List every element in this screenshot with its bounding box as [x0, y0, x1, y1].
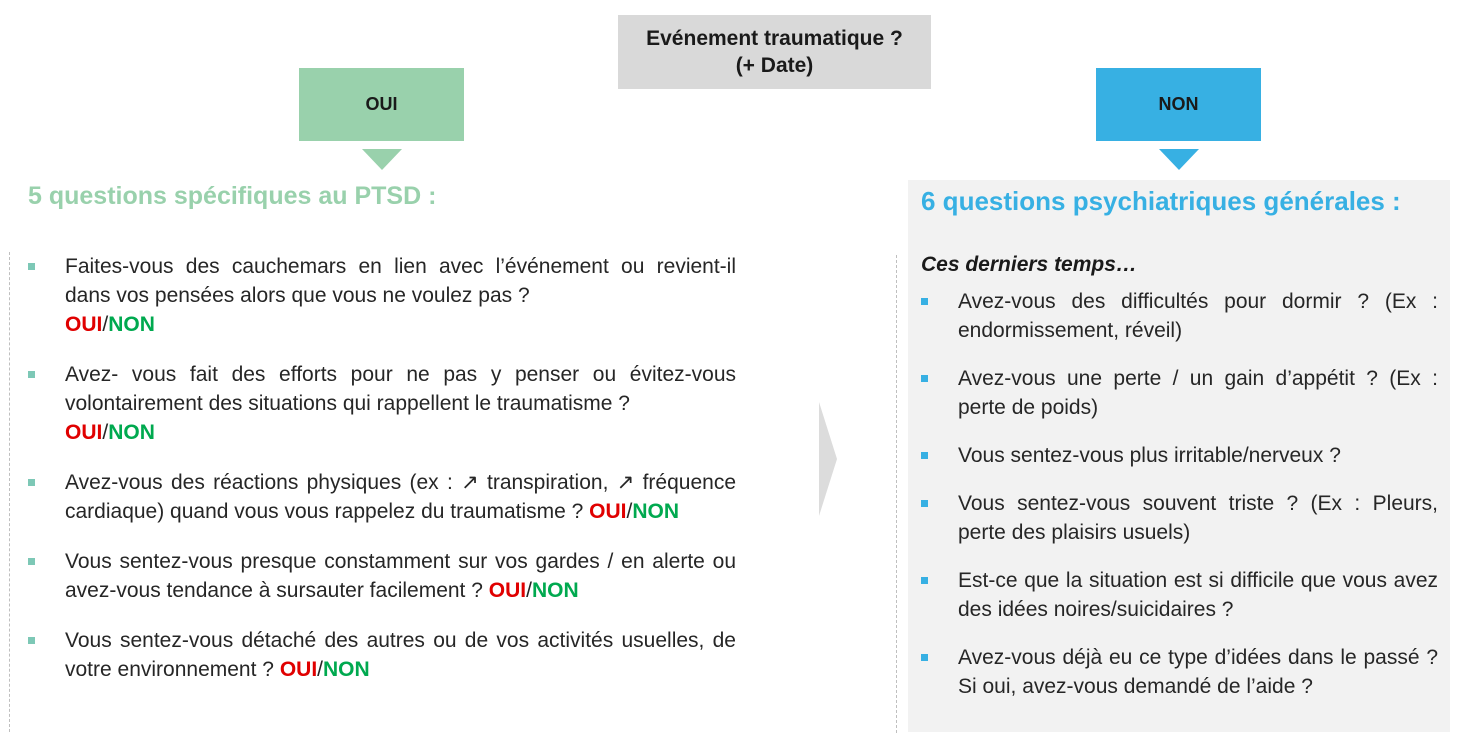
square-bullet-icon	[28, 558, 35, 565]
square-bullet-icon	[921, 298, 928, 305]
general-question-text: Avez-vous des difficultés pour dormir ? (Ex : endormissement, réveil)	[958, 290, 1438, 342]
decision-node-traumatic-event	[618, 15, 931, 89]
square-bullet-icon	[28, 479, 35, 486]
general-question-text: Vous sentez-vous souvent triste ? (Ex : Pleurs, perte des plaisirs usuels)	[958, 492, 1438, 544]
answer-separator: /	[317, 658, 323, 681]
general-question-list	[921, 287, 1438, 720]
answer-yes: OUI	[279, 658, 318, 681]
branch-no-arrow-icon	[1159, 149, 1199, 170]
answer-yes: OUI	[65, 313, 103, 336]
answer-no: NON	[108, 421, 155, 444]
ptsd-question-text: Vous sentez-vous détaché des autres ou de vos activités usuelles, de votre environnement ?	[65, 629, 736, 681]
square-bullet-icon	[921, 577, 928, 584]
ptsd-question-item	[28, 468, 736, 526]
decision-node-line1: Evénement traumatique ?	[646, 27, 903, 50]
square-bullet-icon	[28, 637, 35, 644]
answer-no: NON	[531, 579, 579, 602]
general-question-text: Avez-vous une perte / un gain d’appétit ? (Ex : perte de poids)	[958, 367, 1438, 419]
answer-separator: /	[102, 313, 109, 336]
ptsd-question-text: Faites-vous des cauchemars en lien avec l’événement ou revient-il dans vos pensées alors que vous ne voulez pas ?	[65, 255, 736, 307]
general-question-text: Avez-vous déjà eu ce type d’idées dans le passé ? Si oui, avez-vous demandé de l’aide ?	[958, 646, 1438, 698]
general-section-intro: Ces derniers temps…	[921, 253, 1137, 276]
general-question-item	[921, 489, 1438, 547]
square-bullet-icon	[921, 452, 928, 459]
square-bullet-icon	[28, 371, 35, 378]
square-bullet-icon	[921, 654, 928, 661]
ptsd-question-text: Avez- vous fait des efforts pour ne pas y penser ou évitez-vous volontairement des situations qui rappellent le traumatisme ?	[65, 363, 736, 415]
general-question-item	[921, 364, 1438, 422]
answer-no: NON	[632, 500, 680, 523]
general-question-item	[921, 643, 1438, 701]
answer-no: NON	[323, 658, 370, 681]
general-question-item	[921, 566, 1438, 624]
square-bullet-icon	[28, 263, 35, 270]
left-dashed-divider	[9, 252, 10, 732]
chevron-right-icon	[819, 402, 837, 516]
general-question-text: Vous sentez-vous plus irritable/nerveux ?	[958, 444, 1341, 467]
square-bullet-icon	[921, 500, 928, 507]
branch-yes-label: OUI	[365, 94, 398, 114]
ptsd-question-item	[28, 252, 736, 339]
square-bullet-icon	[921, 375, 928, 382]
answer-no: NON	[108, 313, 155, 336]
branch-no-box	[1096, 68, 1261, 141]
answer-yes: OUI	[589, 500, 627, 523]
decision-node-line2: (+ Date)	[735, 54, 814, 77]
ptsd-question-item	[28, 626, 736, 684]
ptsd-question-text: Avez-vous des réactions physiques (ex : ↗ transpiration, ↗ fréquence cardiaque) quand vous vous rappelez du traumatisme ?	[65, 471, 736, 523]
ptsd-question-item	[28, 360, 736, 447]
branch-yes-box	[299, 68, 464, 141]
right-dashed-divider	[896, 255, 897, 733]
answer-separator: /	[626, 500, 633, 523]
answer-yes: OUI	[488, 579, 527, 602]
answer-yes: OUI	[65, 421, 103, 444]
ptsd-section-title: 5 questions spécifiques au PTSD :	[28, 182, 437, 210]
answer-separator: /	[526, 579, 532, 602]
general-section-title: 6 questions psychiatriques générales :	[921, 186, 1401, 216]
general-question-text: Est-ce que la situation est si difficile que vous avez des idées noires/suicidaires ?	[958, 569, 1438, 621]
ptsd-question-item	[28, 547, 736, 605]
general-question-item	[921, 287, 1438, 345]
answer-separator: /	[102, 421, 109, 444]
ptsd-question-list	[28, 252, 736, 705]
general-question-item	[921, 441, 1438, 470]
branch-yes-arrow-icon	[362, 149, 402, 170]
ptsd-question-text: Vous sentez-vous presque constamment sur vos gardes / en alerte ou avez-vous tendance à sursauter facilement ?	[65, 550, 736, 602]
branch-no-label: NON	[1158, 94, 1199, 114]
